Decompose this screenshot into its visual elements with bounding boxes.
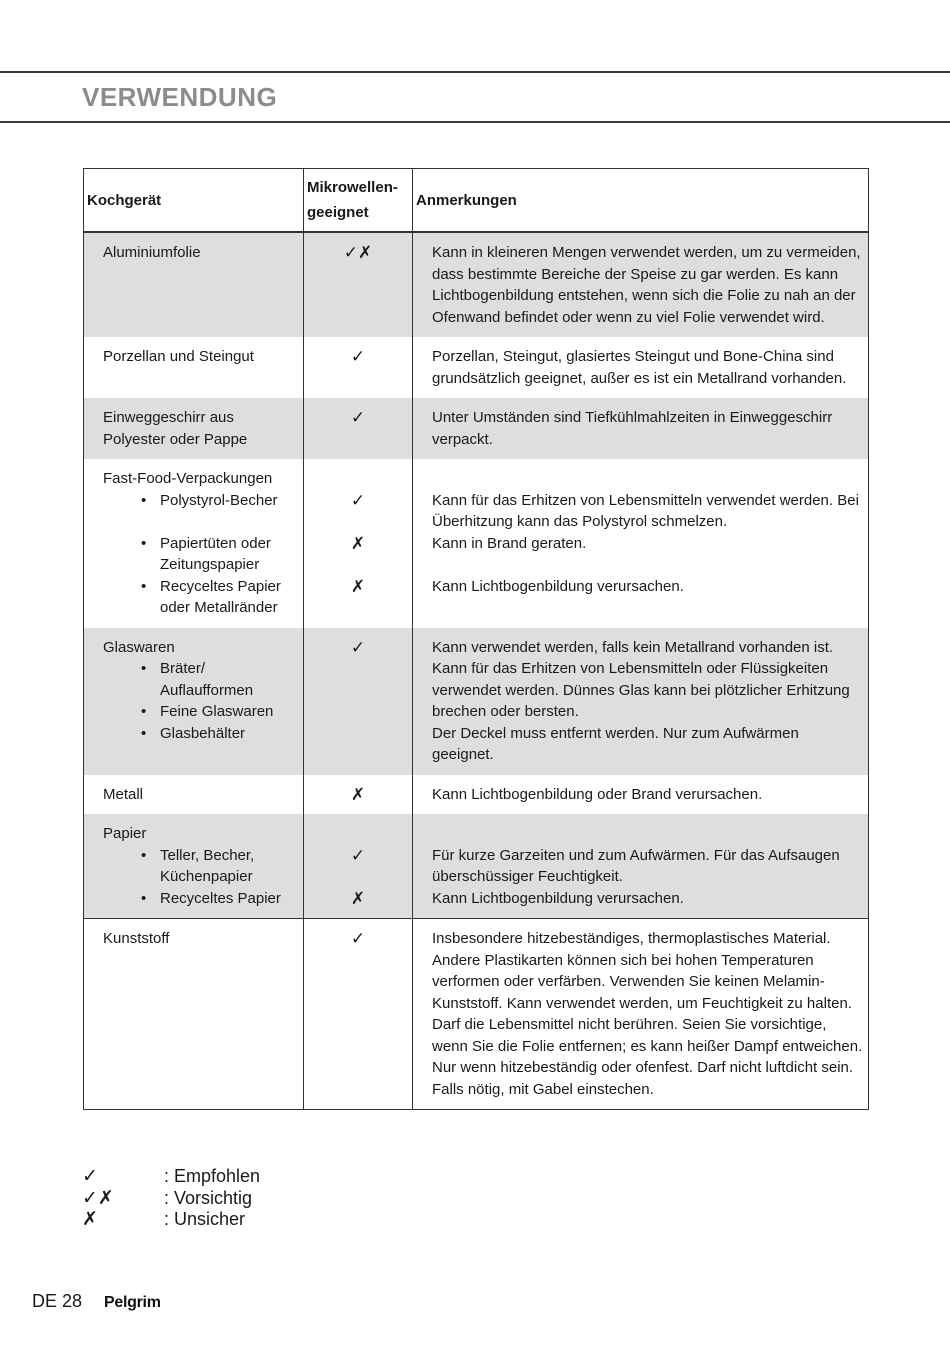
note-text: Kann verwendet werden, falls kein Metallrand vorhanden ist. Kann für das Erhitzen von Lebensmitteln oder Flüssigkeiten verwendet werden. Dünnes Glas kann bei plötzlicher Erhitzung brechen oder bersten. <box>432 638 850 720</box>
cookware-name: Porzellan und Steingut <box>103 348 254 365</box>
suitability-cell <box>304 459 413 628</box>
table-row <box>84 814 869 919</box>
suitability-cell <box>304 775 413 815</box>
cookware-name: Kunststoff <box>103 930 170 947</box>
cookware-name: Aluminiumfolie <box>103 244 201 261</box>
table-row <box>84 775 869 815</box>
note-text: Porzellan, Steingut, glasiertes Steingut und Bone-China sind grundsätzlich geeignet, außer es ist ein Metallrand vorhanden. <box>432 348 847 387</box>
notes-cell <box>413 459 869 628</box>
cookware-name: Fast-Food-Verpackungen <box>103 470 273 487</box>
recommended-mark: ✓ <box>350 490 366 510</box>
note-text: Der Deckel muss entfernt werden. Nur zum Aufwärmen geeignet. <box>432 724 799 763</box>
suitability-cell <box>304 337 413 398</box>
cookware-cell <box>84 814 304 919</box>
cookware-name: Glaswaren <box>103 638 175 656</box>
header-rule-bottom <box>0 121 950 123</box>
note-text: Kann für das Erhitzen von Lebensmitteln verwendet werden. Bei Überhitzung kann das Polystyrol schmelzen. <box>432 491 859 530</box>
list-item: • Papiertüten oder Zeitungspapier <box>141 533 295 576</box>
cookware-cell <box>84 775 304 815</box>
list-item: • Feine Glaswaren <box>141 701 295 723</box>
page-footer <box>32 1291 161 1312</box>
recommended-symbol: ✓ <box>82 1166 98 1187</box>
note-text: Kann Lichtbogenbildung oder Brand verursachen. <box>432 785 763 803</box>
unsafe-mark: ✗ <box>350 784 366 804</box>
brand-logo: Pelgrim <box>104 1294 161 1311</box>
recommended-mark: ✓ <box>350 845 366 865</box>
list-item: • Polystyrol-Becher <box>141 490 295 512</box>
list-item: • Recyceltes Papier <box>141 888 295 910</box>
notes-cell <box>413 398 869 459</box>
cookware-sublist <box>103 845 295 910</box>
suitability-cell <box>304 398 413 459</box>
note-text: Kann in Brand geraten. <box>432 534 587 552</box>
cookware-name: Einweggeschirr aus Polyester oder Pappe <box>103 409 248 448</box>
list-item: • Bräter/ Auflaufformen <box>141 658 295 701</box>
notes-cell <box>413 232 869 337</box>
cookware-cell <box>84 919 304 1110</box>
notes-cell <box>413 775 869 815</box>
table-row <box>84 337 869 398</box>
cookware-sublist <box>103 490 295 619</box>
caution-mark: ✓✗ <box>343 243 373 262</box>
symbol-legend <box>82 1166 260 1231</box>
unsafe-symbol: ✗ <box>82 1209 98 1230</box>
cookware-sublist <box>103 658 295 744</box>
note-text: Unter Umständen sind Tiefkühlmahlzeiten in Einweggeschirr verpackt. <box>432 409 833 448</box>
note-text: Insbesondere hitzebeständiges, thermoplastisches Material. Andere Plastikarten können sich bei hohen Temperaturen verformen oder verfärben. Verwenden Sie keinen Melamin-Kunststoff. Kann verwendet werden, um Feuchtigkeit zu halten. Darf die Lebensmittel nicht berühren. Seien Sie vorsichtige, wenn Sie die Folie entfernen; es kann heißer Dampf entweichen. Nur wenn hitzebeständig oder ofenfest. Darf nicht luftdicht sein. Falls nötig, mit Gabel einstechen. <box>432 930 863 1098</box>
cookware-name: Metall <box>103 785 144 803</box>
suitability-cell <box>304 919 413 1110</box>
table-row <box>84 232 869 337</box>
unsafe-mark: ✗ <box>350 533 366 553</box>
cookware-cell <box>84 398 304 459</box>
cookware-cell <box>84 628 304 775</box>
unsafe-mark: ✗ <box>350 888 366 908</box>
recommended-mark: ✓ <box>350 408 366 427</box>
legend-item <box>82 1188 260 1210</box>
section-title: VERWENDUNG <box>82 82 278 112</box>
legend-label: : Empfohlen <box>164 1166 261 1186</box>
suitability-cell <box>304 814 413 919</box>
list-item: • Teller, Becher, Küchenpapier <box>141 845 295 888</box>
notes-cell <box>413 814 869 919</box>
column-header-microwave-safe: Mikrowellen- geeignet <box>304 169 413 233</box>
suitability-cell <box>304 232 413 337</box>
table-header-row <box>84 169 869 233</box>
column-header-cookware: Kochgerät <box>84 169 304 233</box>
cookware-cell <box>84 232 304 337</box>
notes-cell <box>413 337 869 398</box>
list-item: • Recyceltes Papier oder Metallränder <box>141 576 295 619</box>
cookware-cell <box>84 337 304 398</box>
table-row <box>84 398 869 459</box>
header-rule-top <box>0 71 950 73</box>
page-number: DE 28 <box>32 1291 83 1311</box>
table-row <box>84 459 869 628</box>
recommended-mark: ✓ <box>350 637 366 657</box>
list-item: • Glasbehälter <box>141 723 295 745</box>
suitability-cell <box>304 628 413 775</box>
note-text: Kann Lichtbogenbildung verursachen. <box>432 577 684 595</box>
cookware-name: Papier <box>103 825 147 842</box>
cookware-table <box>83 168 869 1110</box>
unsafe-mark: ✗ <box>350 576 366 596</box>
cookware-cell <box>84 459 304 628</box>
column-header-notes: Anmerkungen <box>413 169 869 233</box>
legend-label: : Unsicher <box>164 1209 246 1229</box>
notes-cell <box>413 919 869 1110</box>
table-row <box>84 919 869 1110</box>
note-text: Für kurze Garzeiten und zum Aufwärmen. Für das Aufsaugen überschüssiger Feuchtigkeit. <box>432 846 840 885</box>
recommended-mark: ✓ <box>350 347 366 366</box>
notes-cell <box>413 628 869 775</box>
note-text: Kann in kleineren Mengen verwendet werden, um zu vermeiden, dass bestimmte Bereiche der Speise zu gar werden. Es kann Lichtbogenbildung entstehen, wenn sich die Folie zu nah an der Ofenwand befindet oder wenn zu viel Folie verwendet wird. <box>432 244 861 326</box>
legend-item <box>82 1166 260 1188</box>
legend-label: : Vorsichtig <box>164 1187 253 1208</box>
recommended-mark: ✓ <box>350 929 366 948</box>
note-text: Kann Lichtbogenbildung verursachen. <box>432 889 684 907</box>
legend-item <box>82 1209 260 1231</box>
caution-symbol: ✓✗ <box>82 1187 114 1209</box>
table-row <box>84 628 869 775</box>
